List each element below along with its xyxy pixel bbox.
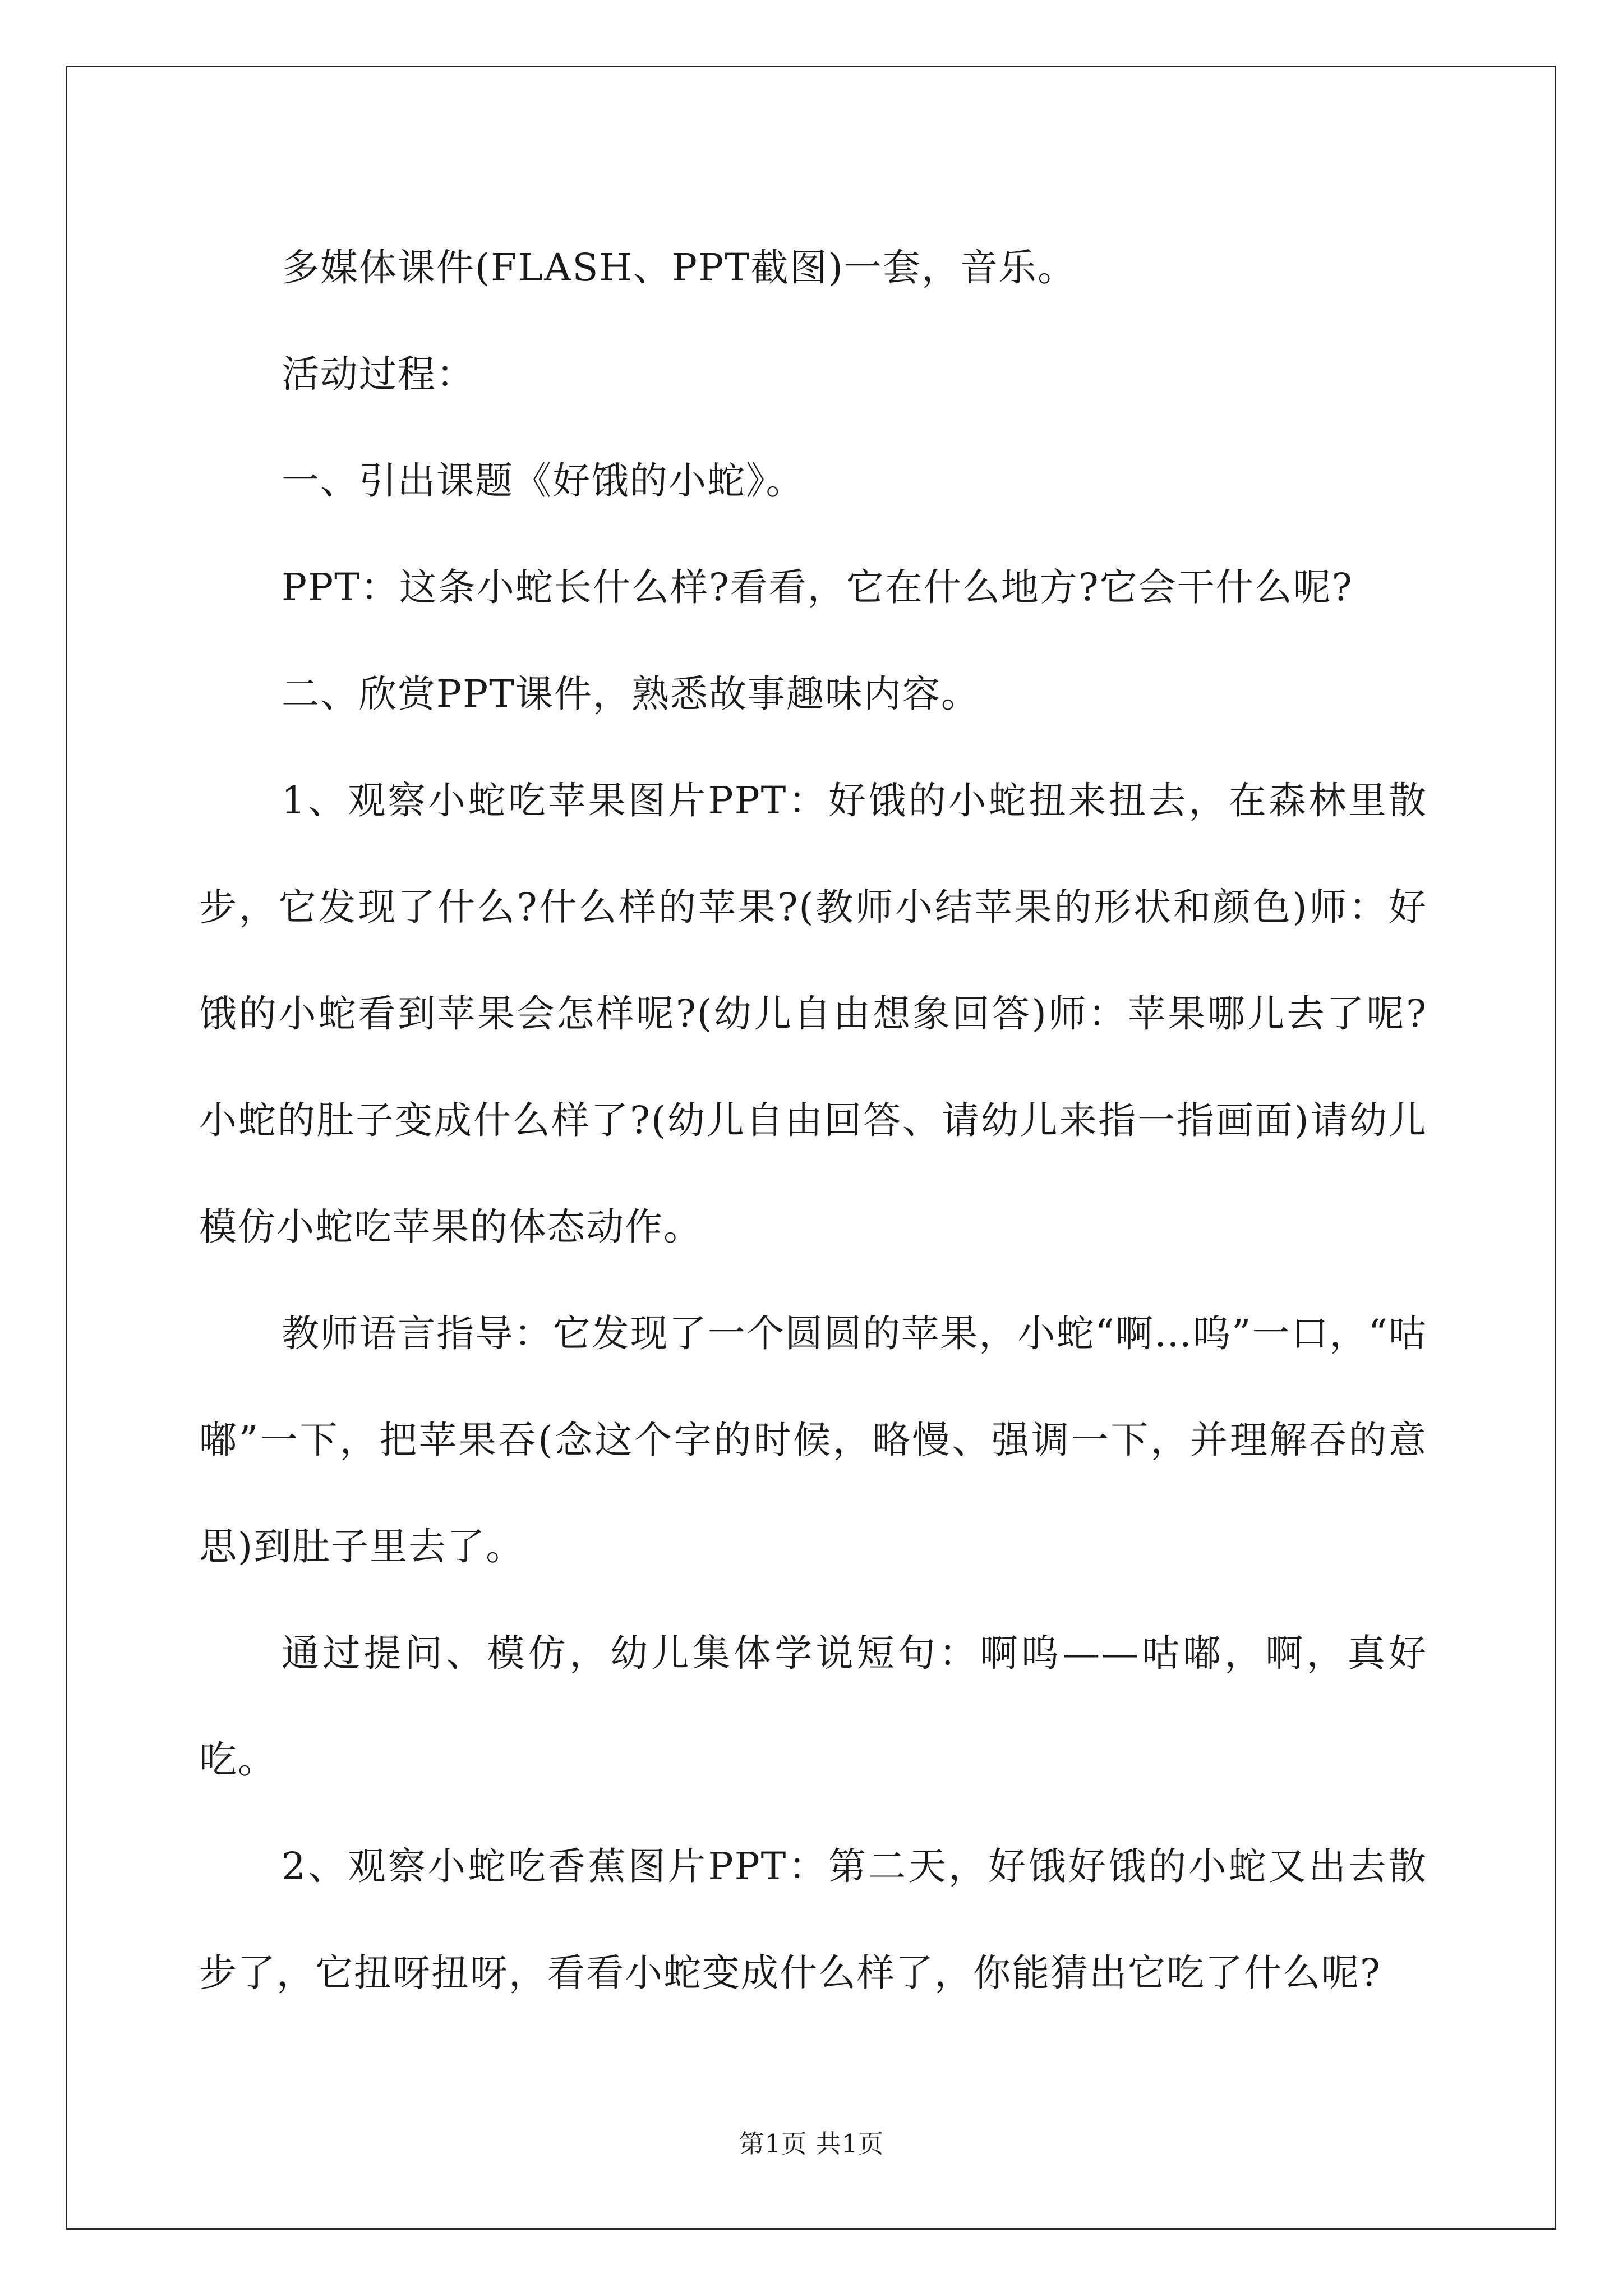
paragraph-observe-apple: 1、观察小蛇吃苹果图片PPT：好饿的小蛇扭来扭去，在森林里散步，它发现了什么?什么样的苹果?(教师小结苹果的形状和颜色)师：好饿的小蛇看到苹果会怎样呢?(幼儿自由想象回答)师：苹果哪儿去了呢?小蛇的肚子变成什么样了?(幼儿自由回答、请幼儿来指一指画面)请幼儿模仿小蛇吃苹果的体态动作。 [199,779,1427,1249]
page-number-footer: 第1页 共1页 [739,2129,884,2159]
paragraph-observe-banana: 2、观察小蛇吃香蕉图片PPT：第二天，好饿好饿的小蛇又出去散步了，它扭呀扭呀，看看小蛇变成什么样了，你能猜出它吃了什么呢? [199,1844,1427,1995]
paragraph-group-practice: 通过提问、模仿，幼儿集体学说短句：啊呜——咕嘟，啊，真好吃。 [199,1631,1427,1782]
paragraph-activity-heading: 活动过程： [282,352,475,396]
paragraph-teacher-guidance: 教师语言指导：它发现了一个圆圆的苹果，小蛇“啊…呜”一口，“咕嘟”一下，把苹果吞(念这个字的时候，略慢、强调一下，并理解吞的意思)到肚子里去了。 [199,1312,1427,1568]
paragraph-section-two: 二、欣赏PPT课件，熟悉故事趣味内容。 [282,672,980,716]
document-body [199,214,1427,2026]
paragraph-materials: 多媒体课件(FLASH、PPT截图)一套，音乐。 [282,246,1076,289]
paragraph-ppt-questions: PPT：这条小蛇长什么样?看看，它在什么地方?它会干什么呢? [282,565,1353,609]
paragraph-section-one: 一、引出课题《好饿的小蛇》。 [282,459,805,503]
